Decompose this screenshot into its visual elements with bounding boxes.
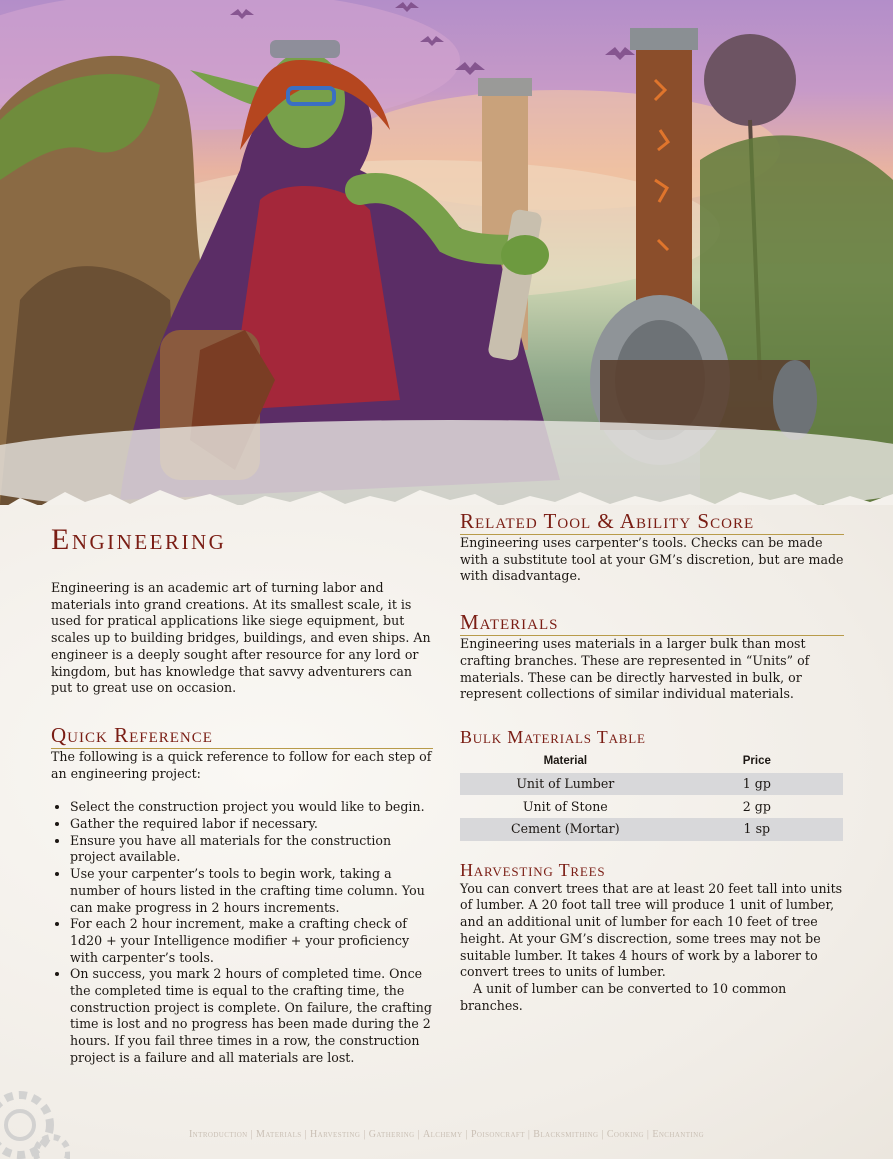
wrecking-ball xyxy=(704,34,796,126)
bulk-materials-table xyxy=(460,751,843,841)
goblin-engineer-art xyxy=(0,0,893,505)
footer-link-alchemy[interactable]: Alchemy xyxy=(422,1129,463,1140)
footer-link-harvesting[interactable]: Harvesting xyxy=(310,1129,361,1140)
quick-reference-heading: Quick Reference xyxy=(51,722,433,749)
list-item: • For each 2 hour increment, make a crafting check of 1d20 + your Intelligence modifier + your proficiency with carpenter’s tools. xyxy=(70,916,433,966)
footer-separator: | xyxy=(465,1129,468,1140)
cell-material: Cement (Mortar) xyxy=(460,818,671,841)
page-title: Engineering xyxy=(51,523,227,556)
list-item: • Ensure you have all materials for the construction project available. xyxy=(70,833,433,866)
footer-link-cooking[interactable]: Cooking xyxy=(606,1129,644,1140)
footer-separator: | xyxy=(646,1129,650,1140)
footer-separator: | xyxy=(363,1129,366,1140)
footer-separator: | xyxy=(601,1129,604,1140)
cell-price: 1 sp xyxy=(671,818,843,841)
footer-link-poisoncraft[interactable]: Poisoncraft xyxy=(470,1129,525,1140)
harvesting-heading: Harvesting Trees xyxy=(460,859,606,880)
tool-ability-paragraph: Engineering uses carpenter’s tools. Checks can be made with a substitute tool at your GM’s discretion, but are made with disadvantage. xyxy=(460,535,844,584)
intro-paragraph: Engineering is an academic art of turning labor and materials into grand creations. At its smallest scale, it is used for pratical applications like siege equipment, but scales up to building bridges, buildings, and even ships. An engineer is a deeply sought after resource for any lord or kingdom, but has knowledge that savvy adventurers can put to great use on occasion. xyxy=(51,580,431,696)
footer-separator: | xyxy=(417,1129,420,1140)
harvesting-paragraph-2: A unit of lumber can be converted to 10 common branches. xyxy=(460,980,787,1013)
footer-link-blacksmithing[interactable]: Blacksmithing xyxy=(533,1129,599,1140)
list-item: • Select the construction project you would like to begin. xyxy=(70,799,433,816)
cell-price: 1 gp xyxy=(671,773,843,796)
column-header-price: Price xyxy=(742,754,771,767)
gear-icon xyxy=(0,1075,70,1159)
materials-paragraph: Engineering uses materials in a larger bulk than most crafting branches. These are represented in “Units” of materials. These can be directly harvested in bulk, or represent collections of similar individual materials. xyxy=(460,636,810,702)
table-row xyxy=(460,795,843,818)
left-column xyxy=(51,520,433,1067)
footer-separator: | xyxy=(250,1129,254,1140)
quick-reference-list xyxy=(51,799,433,1066)
table-header-row xyxy=(460,751,843,773)
table-row xyxy=(460,773,843,796)
footer-separator: | xyxy=(304,1129,307,1140)
bulk-table-heading: Bulk Materials Table xyxy=(460,726,646,747)
list-item: • Use your carpenter’s tools to begin work, taking a number of hours listed in the crafting time column. You can make progress in 2 hours increments. xyxy=(70,866,433,916)
table-row xyxy=(460,818,843,841)
cell-material: Unit of Lumber xyxy=(460,773,671,796)
footer-separator: | xyxy=(527,1129,531,1140)
footer-link-introduction[interactable]: Introduction xyxy=(188,1129,248,1140)
cell-price: 2 gp xyxy=(742,798,771,814)
footer-link-materials[interactable]: Materials xyxy=(256,1129,302,1140)
footer-link-gathering[interactable]: Gathering xyxy=(368,1129,415,1140)
cell-material: Unit of Stone xyxy=(522,798,608,814)
footer-link-enchanting[interactable]: Enchanting xyxy=(652,1129,705,1140)
column-header-material: Material xyxy=(543,754,588,767)
harvesting-paragraph: You can convert trees that are at least 20 feet tall into units of lumber. A 20 foot tall tree will produce 1 unit of lumber, and an additional unit of lumber for each 10 feet of tree height. At your GM’s discrection, some trees may not be suitable lumber. It takes 4 hours of work by a laborer to convert trees to units of lumber. xyxy=(460,880,843,980)
tool-ability-heading: Related Tool & Ability Score xyxy=(460,508,844,535)
list-item: • Gather the required labor if necessary. xyxy=(70,816,433,833)
hero-illustration xyxy=(0,0,893,505)
quick-reference-lead: The following is a quick reference to follow for each step of an engineering project: xyxy=(51,748,432,781)
right-column xyxy=(460,508,844,1014)
footer-nav xyxy=(0,1129,893,1140)
materials-heading: Materials xyxy=(460,609,844,636)
list-item: • On success, you mark 2 hours of completed time. Once the completed time is equal to the crafting time, the construction project is complete. On failure, the crafting time is lost and no progress has been made during the 2 hours. If you fail three times in a row, the construction project is a failure and all materials are lost. xyxy=(70,966,433,1066)
